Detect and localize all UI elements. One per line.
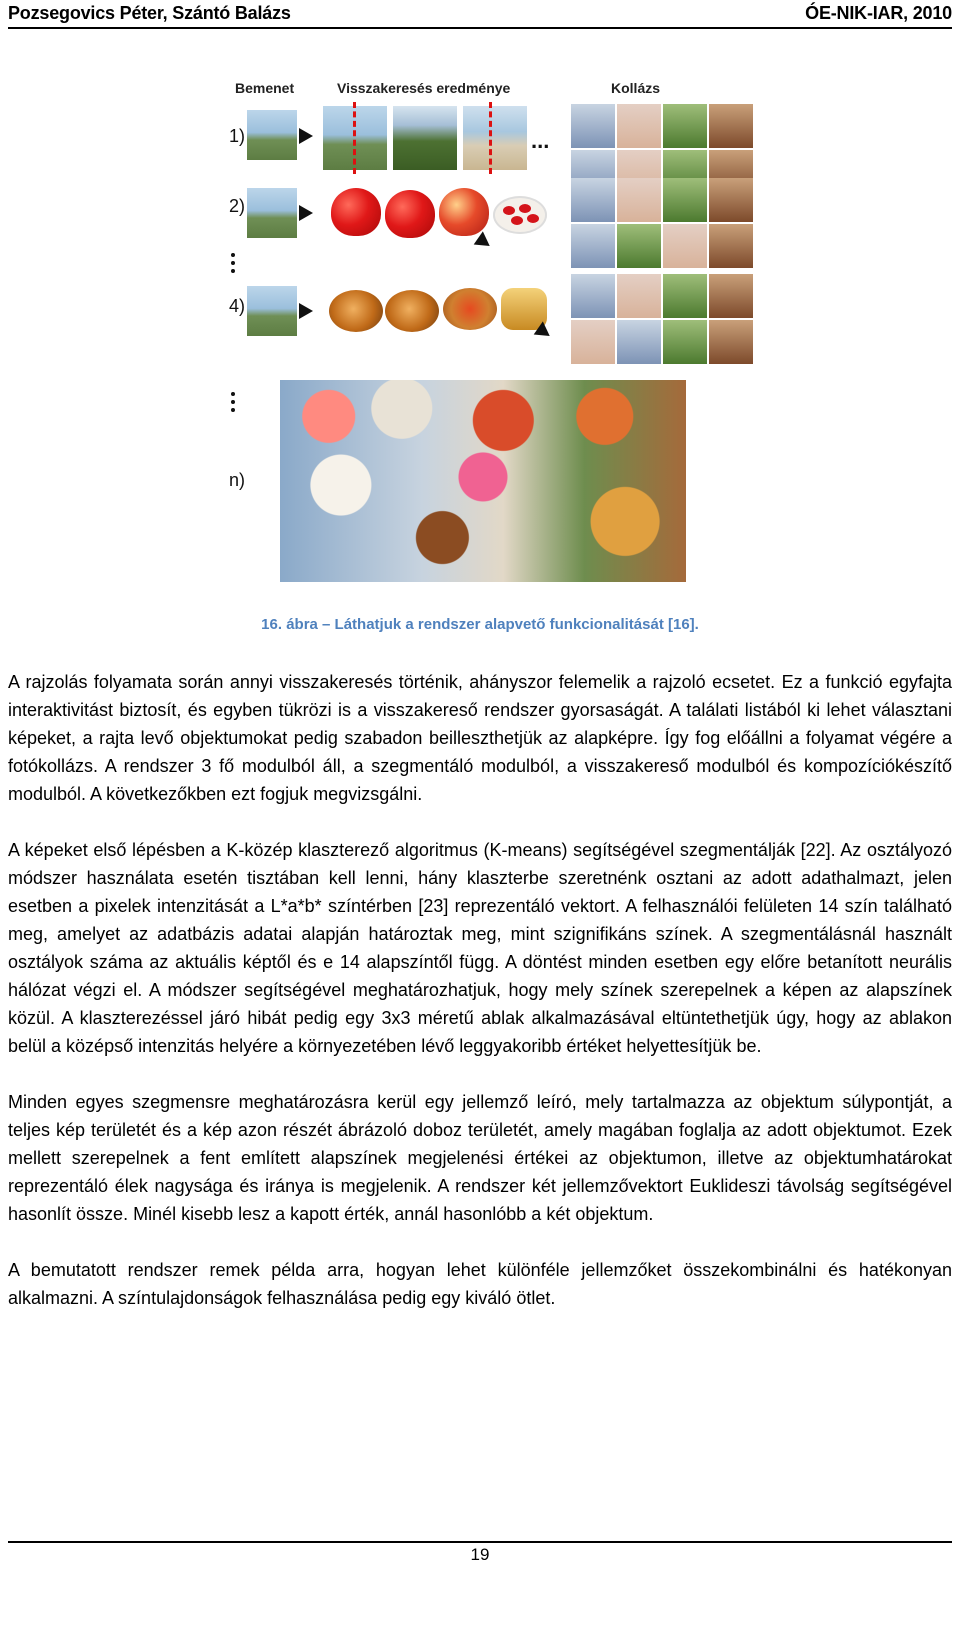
row-label-1: 1) xyxy=(229,126,246,146)
arrow-icon xyxy=(299,205,313,221)
result-food xyxy=(385,290,439,332)
vertical-ellipsis xyxy=(231,392,235,416)
figure-caption: 16. ábra – Láthatjuk a rendszer alapvető funkcionalitását [16]. xyxy=(261,616,699,633)
figure-16 xyxy=(225,70,745,610)
arrow-icon xyxy=(299,128,313,144)
column-label-input: Bemenet xyxy=(235,80,295,96)
input-sketch-food xyxy=(247,286,297,336)
vertical-ellipsis xyxy=(231,253,235,277)
paragraph: A képeket első lépésben a K-közép klaszterező algoritmus (K-means) segítségével szegmentálják [22]. Az osztályozó módszer használata esetén tisztában kell lenni, hány klaszterbe szeretnénk osztani az adott adathalmazt, jelen esetben a pixelek intenzitását a L*a*b* színtérben [23] reprezentáló vektort. A felhasználói felületen 14 szín található meg, amelyet az adatbázis adatai alapján határoztak meg, mint szignifikáns színek. A szegmentálásnál használt osztályok száma az aktuális képtől és e 14 alapszíntől függ. A döntést minden esetben egy előre betanított neurális hálózat végzi el. A módszer segítségével meghatározhatjuk, hogy mely színek szerepelnek a képen az alapszínek közül. A klaszterezéssel járó hibát pedig egy 3x3 méretű ablak alkalmazásával eltüntethetjük úgy, hogy az ablakon belül a középső intenzitás helyére a környezetében lévő leggyakoribb értéket helyettesítjük be. xyxy=(8,840,952,1056)
collage-tile xyxy=(663,274,707,318)
row-label-2: 2) xyxy=(229,196,246,216)
result-food xyxy=(329,290,383,332)
collage-tile xyxy=(709,178,753,222)
collage-tile xyxy=(571,104,615,148)
arrow-icon xyxy=(299,303,313,319)
column-label-results: Visszakeresés eredménye xyxy=(337,80,511,96)
result-image xyxy=(393,106,457,170)
header-rule xyxy=(8,27,952,29)
collage-tile xyxy=(617,274,661,318)
header-authors: Pozsegovics Péter, Szántó Balázs xyxy=(8,2,291,23)
collage-tile xyxy=(709,224,753,268)
row-label-4: 4) xyxy=(229,296,246,316)
row-label-n: n) xyxy=(229,470,246,490)
collage-tile xyxy=(571,320,615,364)
arrow-icon xyxy=(474,231,495,252)
collage-tile xyxy=(617,224,661,268)
input-sketch-landscape xyxy=(247,110,297,160)
collage-tile xyxy=(709,104,753,148)
page-number: 19 xyxy=(470,1545,490,1564)
ellipsis-icon: ... xyxy=(531,128,550,153)
footer-rule xyxy=(8,1541,952,1543)
result-image xyxy=(463,106,527,170)
header-institution: ÓE-NIK-IAR, 2010 xyxy=(805,2,952,23)
paragraph: A rajzolás folyamata során annyi visszakeresés történik, ahányszor felemelik a rajzoló ecsetet. Ez a funkció egyfajta interaktivitást biztosít, és egyben tükrözi is a visszakereső rendszer gyorsaságát. A találati listából ki lehet választani képeket, a rajta levő objektumokat pedig szabadon beilleszthetjük az alapképre. Így fog előállni a folyamat végére a fotókollázs. A rendszer 3 fő modulból áll, a szegmentáló modulból, a visszakereső modulból és kompozíciókészítő modulból. A következőkben ezt fogjuk megvizsgálni. xyxy=(8,672,952,804)
collage-tile xyxy=(709,274,753,318)
result-food xyxy=(443,288,497,330)
page-header xyxy=(8,0,952,26)
collage-tile xyxy=(571,178,615,222)
collage-tile xyxy=(617,178,661,222)
collage-tile xyxy=(663,224,707,268)
collage-tile xyxy=(617,104,661,148)
collage-tile xyxy=(571,274,615,318)
result-apple xyxy=(439,188,489,236)
result-plate xyxy=(493,196,547,234)
collage-tile xyxy=(663,178,707,222)
result-apple xyxy=(331,188,381,236)
collage-tile xyxy=(617,320,661,364)
result-image xyxy=(323,106,387,170)
result-apple xyxy=(385,190,435,238)
body-text xyxy=(8,668,952,1340)
final-photo-collage xyxy=(280,380,686,582)
column-label-collage: Kollázs xyxy=(611,80,661,96)
collage-tile xyxy=(663,320,707,364)
collage-tile xyxy=(663,104,707,148)
paragraph: Minden egyes szegmensre meghatározásra kerül egy jellemző leíró, mely tartalmazza az objektum súlypontját, a teljes kép területét és a kép azon részét ábrázoló doboz területét, amely magában foglalja az adott objektumot. Ezek mellett szerepelnek a fent említett alapszínek megjelenési értékei az objektumon, illetve az objektumhatárokat reprezentáló élek nagysága és iránya is megjelenik. A rendszer két jellemzővektort Euklideszi távolság segítségével hasonlít össze. Minél kisebb lesz a kapott érték, annál hasonlóbb a két objektum. xyxy=(8,1092,952,1224)
collage-tile xyxy=(709,320,753,364)
collage-tile xyxy=(571,224,615,268)
input-sketch-apple xyxy=(247,188,297,238)
paragraph: A bemutatott rendszer remek példa arra, hogyan lehet különféle jellemzőket összekombinálni és hatékonyan alkalmazni. A színtulajdonságok felhasználása pedig egy kiváló ötlet. xyxy=(8,1260,952,1308)
